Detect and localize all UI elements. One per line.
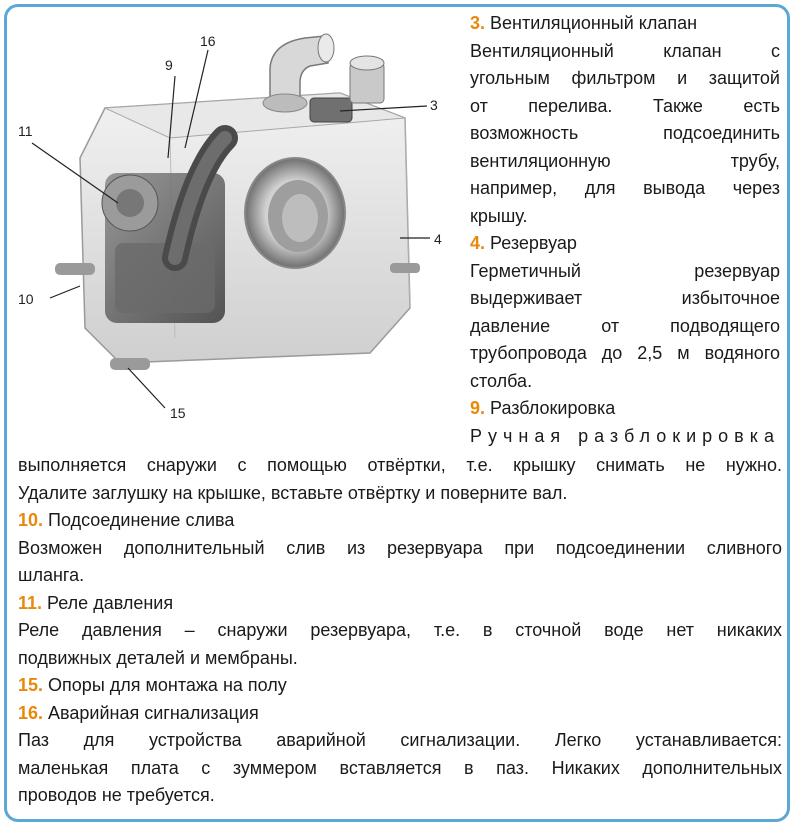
item-16-line: проводов не требуется. <box>18 785 215 805</box>
pump-diagram <box>10 8 462 440</box>
item-10-line: шланга. <box>18 565 85 585</box>
callout-4: 4 <box>434 231 442 247</box>
item-11-number: 11. <box>18 592 43 613</box>
item-4-heading <box>470 230 780 258</box>
item-9-number: 9. <box>470 398 486 418</box>
item-4-line: выдерживает избыточное <box>470 288 780 308</box>
item-10-number: 10. <box>18 510 44 530</box>
callout-9: 9 <box>165 57 173 73</box>
pump-illustration <box>10 8 462 440</box>
item-16-number: 16. <box>18 702 44 723</box>
item-3-title: Вентиляционный клапан <box>490 13 698 33</box>
callout-16: 16 <box>200 33 216 49</box>
item-9-line: Ручная разблокировка <box>470 425 780 446</box>
full-width-text <box>18 452 782 810</box>
item-9-heading <box>470 395 780 423</box>
vent-valve <box>310 98 352 122</box>
foot-left <box>55 263 95 275</box>
item-16-line: маленькая плата с зуммером вставляется в паз. Никаких дополнительных <box>18 757 782 778</box>
item-3-heading <box>470 10 780 38</box>
item-3-number: 3. <box>470 13 486 33</box>
item-3-line: крышу. <box>470 205 528 226</box>
item-11-line: подвижных деталей и мембраны. <box>18 647 298 668</box>
item-3-line: угольным фильтром и защитой <box>470 68 780 88</box>
item-4-number: 4. <box>470 233 486 253</box>
item-15-heading <box>18 672 782 700</box>
item-15-title: Опоры для монтажа на полу <box>48 675 287 695</box>
item-11-line: Реле давления – снаружи резервуара, т.е. в сточной воде нет никаких <box>18 620 782 640</box>
item-4-line: трубопровода до 2,5 м водяного <box>470 343 780 363</box>
item-3-line: Вентиляционный клапан с <box>470 40 780 61</box>
item-16-heading <box>18 700 782 728</box>
item-4-line: столба. <box>470 370 533 391</box>
item-3-line: возможность подсоединить <box>470 123 780 143</box>
callout-11: 11 <box>18 123 33 139</box>
callout-3: 3 <box>430 97 438 113</box>
item-16-line: Паз для устройства аварийной сигнализации. Легко устанавливается: <box>18 730 782 750</box>
item-3-line: вентиляционную трубу, <box>470 150 780 171</box>
item-4-title: Резервуар <box>490 233 577 253</box>
item-10-title: Подсоединение слива <box>48 510 235 530</box>
item-9-line: выполняется снаружи с помощью отвёртки, т.е. крышку снимать не нужно. <box>18 455 782 475</box>
callout-10: 10 <box>18 291 34 307</box>
item-11-heading <box>18 590 782 618</box>
item-10-heading <box>18 507 782 535</box>
item-11-title: Реле давления <box>47 592 174 613</box>
item-3-line: от перелива. Также есть <box>470 95 780 116</box>
right-column <box>470 10 780 450</box>
callout-15: 15 <box>170 405 186 421</box>
item-4-line: давление от подводящего <box>470 315 780 336</box>
item-15-number: 15. <box>18 675 44 695</box>
item-16-title: Аварийная сигнализация <box>48 702 259 723</box>
item-4-line: Герметичный резервуар <box>470 260 780 281</box>
item-3-line: например, для вывода через <box>470 178 780 198</box>
foot-bottom <box>110 358 150 370</box>
item-10-line: Возможен дополнительный слив из резервуара при подсоединении сливного <box>18 537 782 558</box>
item-9-line: Удалите заглушку на крышке, вставьте отвёртку и поверните вал. <box>18 482 568 503</box>
foot-right <box>390 263 420 273</box>
item-9-title: Разблокировка <box>490 398 616 418</box>
